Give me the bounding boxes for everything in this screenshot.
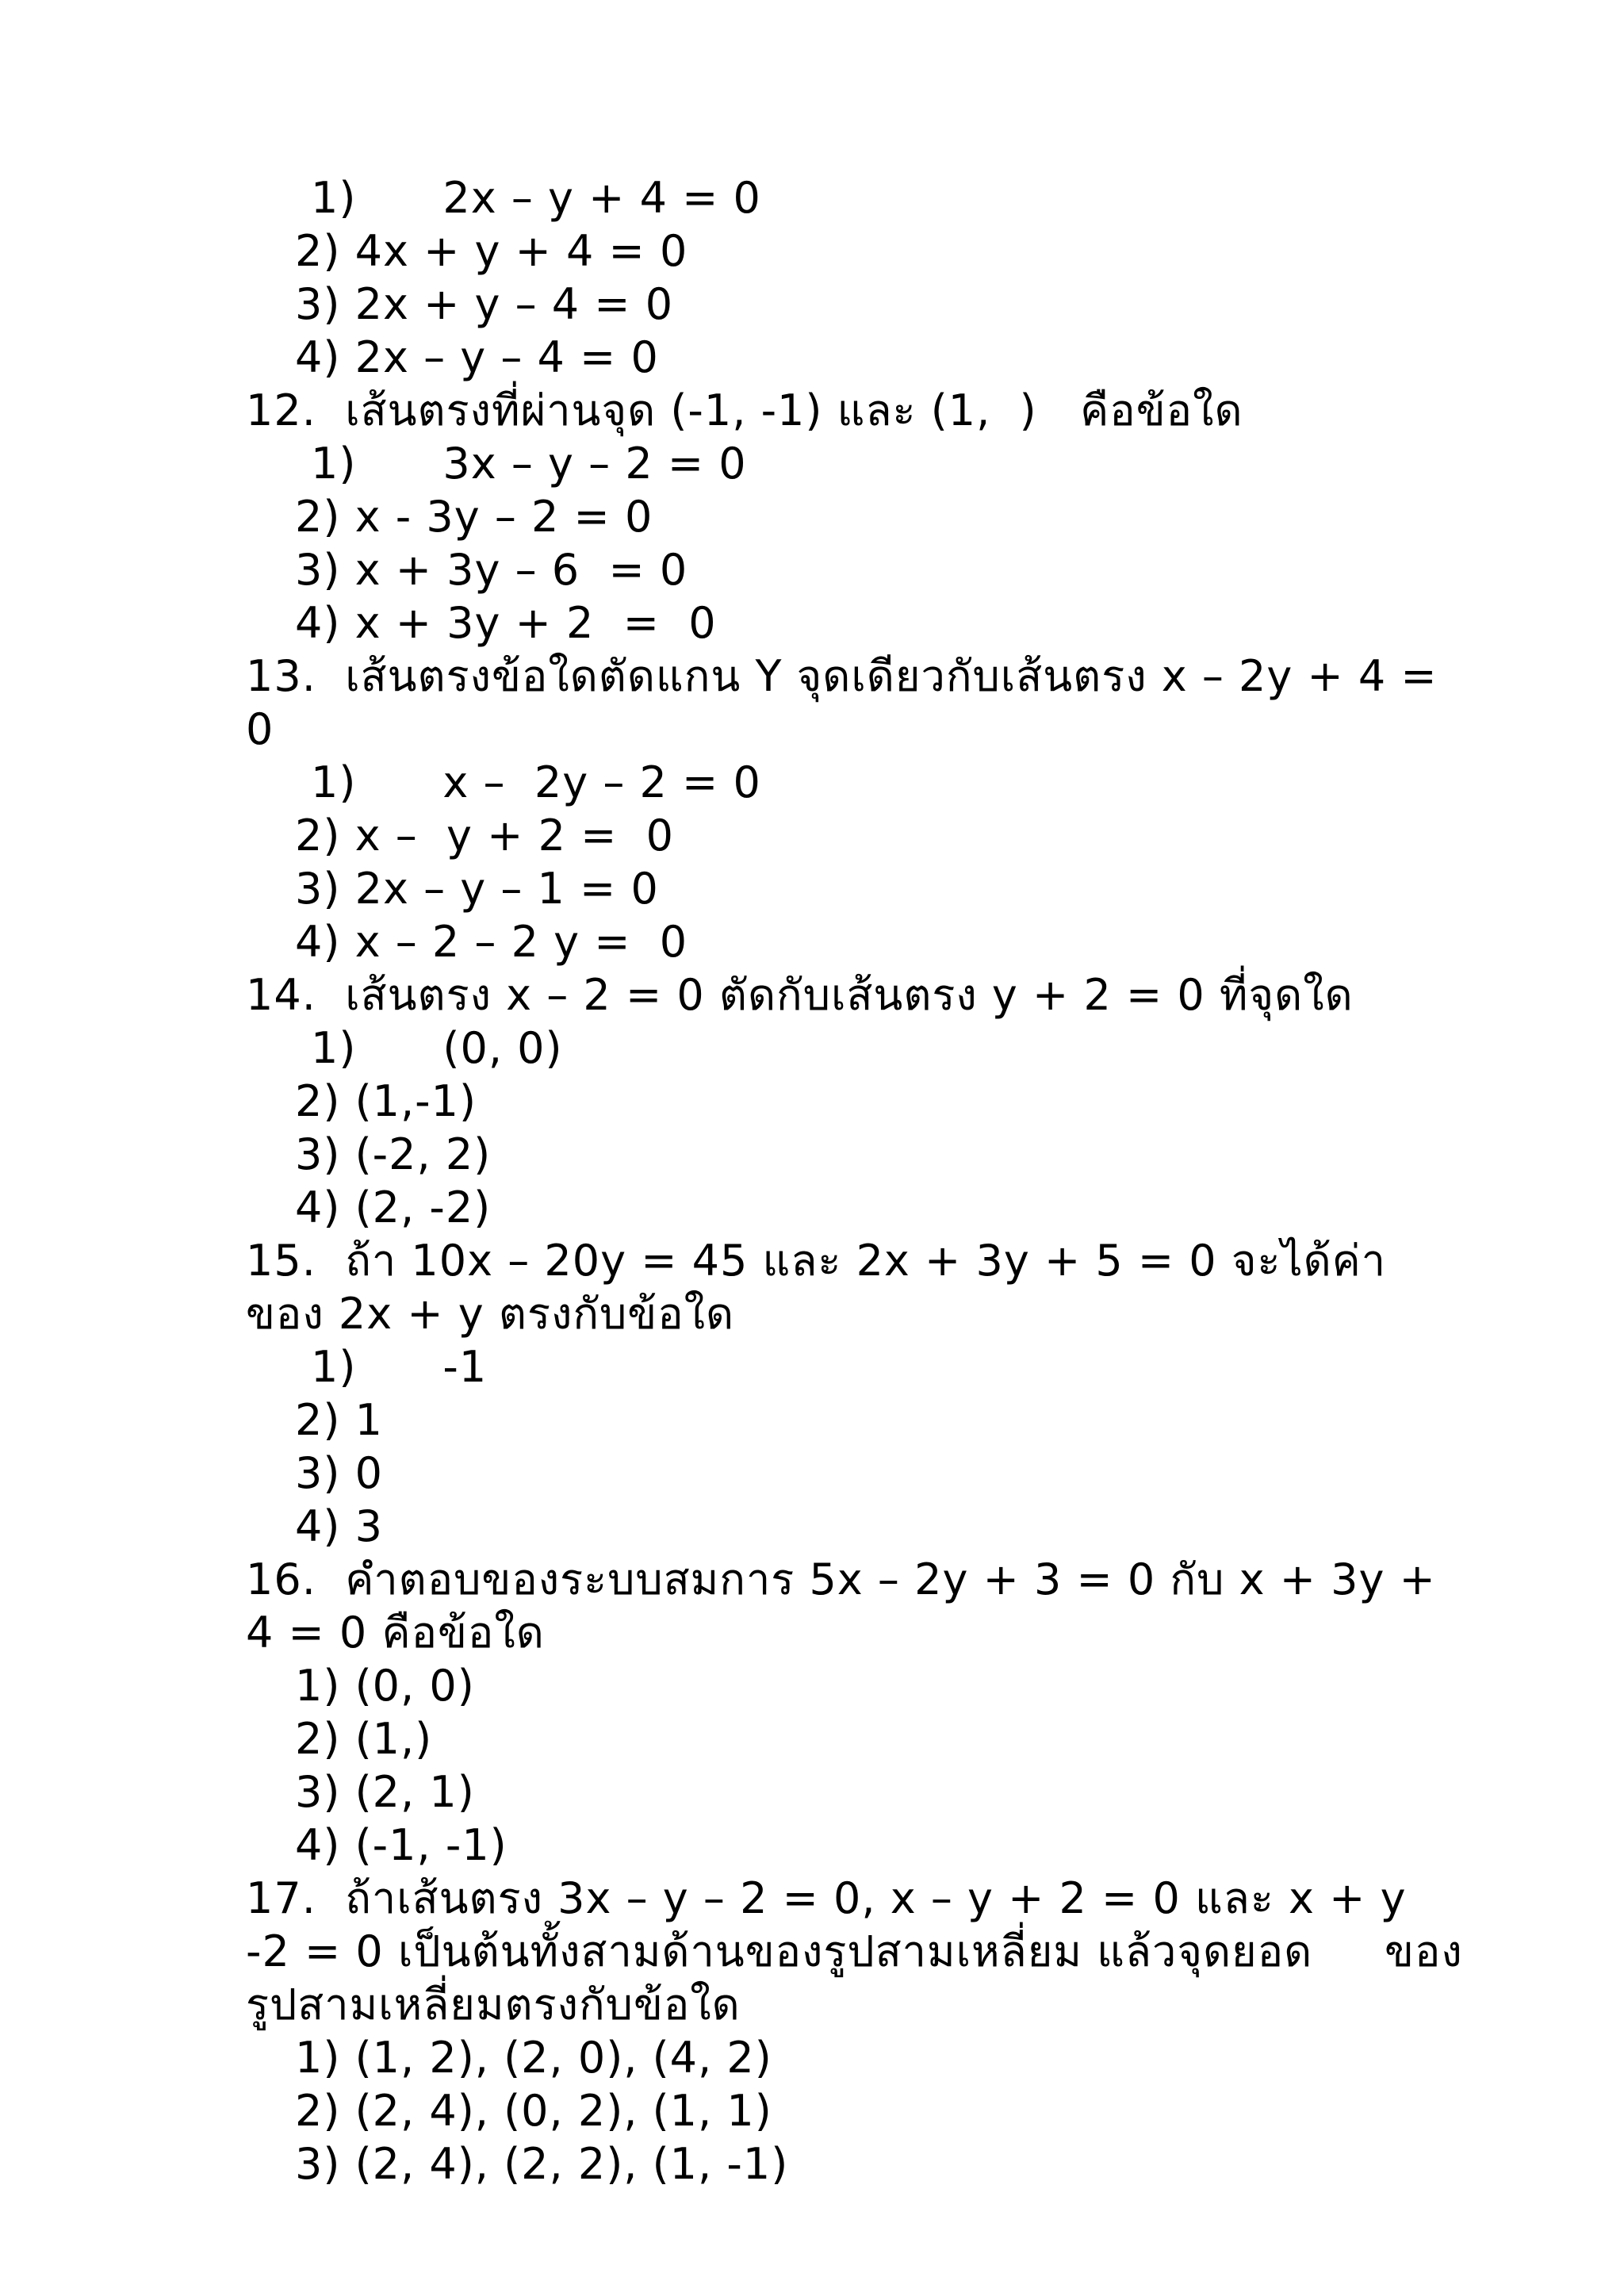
question-13-cont: 0 <box>246 704 274 754</box>
option-line: 2) (1,-1) <box>295 1076 477 1126</box>
option-line: 4) (2, -2) <box>295 1182 492 1232</box>
option-line: 4) 3 <box>295 1501 383 1551</box>
option-line: 3) (2, 1) <box>295 1767 475 1817</box>
option-line: 1) -1 <box>311 1342 488 1392</box>
question-14: 14. เส้นตรง x – 2 = 0 ตัดกับเส้นตรง y + 2 = 0 ที่จุดใด <box>246 970 1354 1020</box>
option-line: 2) x - 3y – 2 = 0 <box>295 492 653 542</box>
question-13: 13. เส้นตรงข้อใดตัดแกน Y จุดเดียวกับเส้นตรง x – 2y + 4 = <box>246 651 1438 701</box>
question-17-cont: รูปสามเหลี่ยมตรงกับข้อใด <box>246 1980 741 2030</box>
option-line: 1) (1, 2), (2, 0), (4, 2) <box>295 2033 772 2083</box>
question-16: 16. คำตอบของระบบสมการ 5x – 2y + 3 = 0 กับ x + 3y + <box>246 1554 1436 1604</box>
option-line: 3) (-2, 2) <box>295 1129 492 1179</box>
option-line: 1) 2x – y + 4 = 0 <box>311 173 761 223</box>
option-line: 3) (2, 4), (2, 2), (1, -1) <box>295 2139 789 2189</box>
option-line: 3) x + 3y – 6 = 0 <box>295 545 688 595</box>
option-line: 3) 2x – y – 1 = 0 <box>295 864 659 914</box>
option-line: 4) 2x – y – 4 = 0 <box>295 332 659 382</box>
option-line: 3) 0 <box>295 1448 383 1498</box>
option-line: 2) (1,) <box>295 1714 433 1764</box>
option-line: 4) (-1, -1) <box>295 1820 508 1870</box>
option-line: 1) 3x – y – 2 = 0 <box>311 439 747 489</box>
option-line: 2) x – y + 2 = 0 <box>295 811 675 861</box>
option-line: 4) x – 2 – 2 y = 0 <box>295 917 688 967</box>
option-line: 2) (2, 4), (0, 2), (1, 1) <box>295 2086 772 2136</box>
option-line: 2) 4x + y + 4 = 0 <box>295 226 688 276</box>
question-15-cont: ของ 2x + y ตรงกับข้อใด <box>246 1289 735 1339</box>
option-line: 2) 1 <box>295 1395 383 1445</box>
question-15: 15. ถ้า 10x – 20y = 45 และ 2x + 3y + 5 = 0 จะได้ค่า <box>246 1236 1387 1286</box>
option-line: 1) (0, 0) <box>311 1023 563 1073</box>
question-12: 12. เส้นตรงที่ผ่านจุด (-1, -1) และ (1, ) คือข้อใด <box>246 385 1243 435</box>
option-line: 3) 2x + y – 4 = 0 <box>295 279 674 329</box>
option-line: 1) (0, 0) <box>295 1661 475 1711</box>
option-line: 1) x – 2y – 2 = 0 <box>311 757 761 807</box>
question-17: 17. ถ้าเส้นตรง 3x – y – 2 = 0, x – y + 2 = 0 และ x + y <box>246 1873 1407 1923</box>
option-line: 4) x + 3y + 2 = 0 <box>295 598 717 648</box>
question-16-cont: 4 = 0 คือข้อใด <box>246 1608 545 1658</box>
question-17-cont: -2 = 0 เป็นต้นทั้งสามด้านของรูปสามเหลี่ยม แล้วจุดยอด ของ <box>246 1926 1463 1976</box>
